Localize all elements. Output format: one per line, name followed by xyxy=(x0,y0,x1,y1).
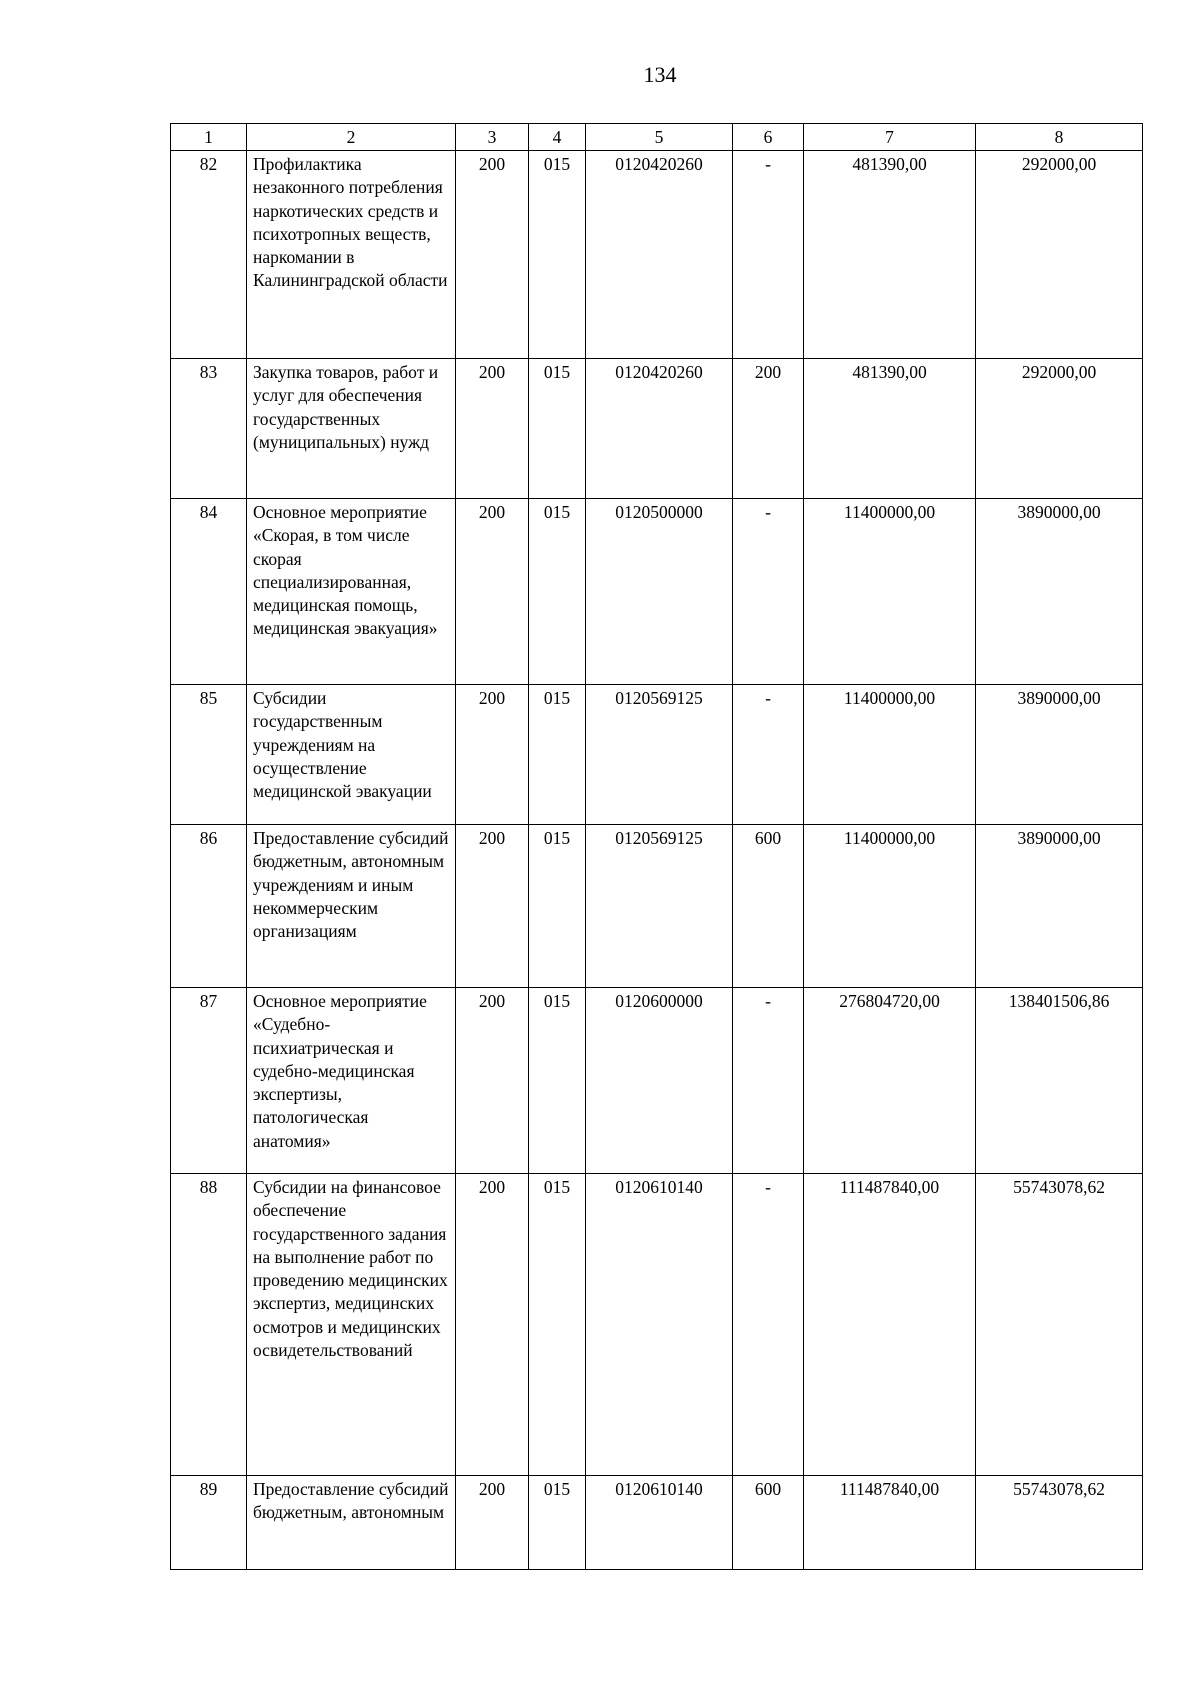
header-cell: 8 xyxy=(976,124,1143,151)
row-col4: 015 xyxy=(529,988,586,1174)
row-col8: 292000,00 xyxy=(976,151,1143,359)
row-col4: 015 xyxy=(529,359,586,499)
row-col3: 200 xyxy=(456,151,529,359)
header-cell: 1 xyxy=(171,124,247,151)
row-col4: 015 xyxy=(529,825,586,988)
row-number: 89 xyxy=(171,1476,247,1570)
row-col6: 200 xyxy=(733,359,804,499)
budget-table xyxy=(170,123,1143,1570)
row-col8: 55743078,62 xyxy=(976,1174,1143,1476)
row-col7: 481390,00 xyxy=(804,151,976,359)
row-col5: 0120420260 xyxy=(586,359,733,499)
header-cell: 5 xyxy=(586,124,733,151)
row-col8: 138401506,86 xyxy=(976,988,1143,1174)
row-number: 83 xyxy=(171,359,247,499)
row-col6: 600 xyxy=(733,1476,804,1570)
row-col5: 0120610140 xyxy=(586,1476,733,1570)
row-name: Субсидии государственным учреждениям на осуществление медицинской эвакуации xyxy=(247,685,456,825)
header-cell: 2 xyxy=(247,124,456,151)
header-cell: 7 xyxy=(804,124,976,151)
row-col7: 11400000,00 xyxy=(804,499,976,685)
row-col3: 200 xyxy=(456,1174,529,1476)
row-number: 84 xyxy=(171,499,247,685)
row-col3: 200 xyxy=(456,499,529,685)
table-row xyxy=(171,499,1143,685)
row-col5: 0120610140 xyxy=(586,1174,733,1476)
row-name: Предоставление субсидий бюджетным, автономным учреждениям и иным некоммерческим организациям xyxy=(247,825,456,988)
row-col7: 481390,00 xyxy=(804,359,976,499)
row-col4: 015 xyxy=(529,685,586,825)
header-row xyxy=(171,124,1143,151)
row-col8: 3890000,00 xyxy=(976,825,1143,988)
row-col5: 0120420260 xyxy=(586,151,733,359)
table-row xyxy=(171,1476,1143,1570)
row-col5: 0120569125 xyxy=(586,825,733,988)
row-number: 82 xyxy=(171,151,247,359)
row-col6: - xyxy=(733,499,804,685)
header-cell: 4 xyxy=(529,124,586,151)
row-name: Основное мероприятие «Скорая, в том числе скорая специализированная, медицинская помощь, медицинская эвакуация» xyxy=(247,499,456,685)
row-col6: - xyxy=(733,685,804,825)
row-col7: 111487840,00 xyxy=(804,1174,976,1476)
row-col7: 11400000,00 xyxy=(804,825,976,988)
row-col3: 200 xyxy=(456,685,529,825)
row-number: 85 xyxy=(171,685,247,825)
row-col5: 0120600000 xyxy=(586,988,733,1174)
header-cell: 3 xyxy=(456,124,529,151)
table-row xyxy=(171,825,1143,988)
row-col8: 292000,00 xyxy=(976,359,1143,499)
row-col4: 015 xyxy=(529,1174,586,1476)
table-row xyxy=(171,151,1143,359)
row-name: Профилактика незаконного потребления наркотических средств и психотропных веществ, наркомании в Калининградской области xyxy=(247,151,456,359)
page-number: 134 xyxy=(643,62,677,87)
row-col5: 0120500000 xyxy=(586,499,733,685)
row-col3: 200 xyxy=(456,825,529,988)
row-col6: - xyxy=(733,151,804,359)
row-name: Основное мероприятие «Судебно-психиатрическая и судебно-медицинская экспертизы, патологическая анатомия» xyxy=(247,988,456,1174)
row-col6: - xyxy=(733,988,804,1174)
row-col4: 015 xyxy=(529,151,586,359)
table-row xyxy=(171,1174,1143,1476)
row-number: 87 xyxy=(171,988,247,1174)
row-name: Предоставление субсидий бюджетным, автономным xyxy=(247,1476,456,1570)
row-col8: 3890000,00 xyxy=(976,499,1143,685)
row-col7: 11400000,00 xyxy=(804,685,976,825)
row-col3: 200 xyxy=(456,1476,529,1570)
row-col5: 0120569125 xyxy=(586,685,733,825)
row-col6: - xyxy=(733,1174,804,1476)
row-col3: 200 xyxy=(456,988,529,1174)
row-name: Субсидии на финансовое обеспечение государственного задания на выполнение работ по проведению медицинских экспертиз, медицинских осмотров и медицинских освидетельствований xyxy=(247,1174,456,1476)
row-col4: 015 xyxy=(529,1476,586,1570)
table-row xyxy=(171,359,1143,499)
header-cell: 6 xyxy=(733,124,804,151)
row-col4: 015 xyxy=(529,499,586,685)
row-col8: 3890000,00 xyxy=(976,685,1143,825)
table-row xyxy=(171,988,1143,1174)
row-col8: 55743078,62 xyxy=(976,1476,1143,1570)
row-col3: 200 xyxy=(456,359,529,499)
table-row xyxy=(171,685,1143,825)
row-name: Закупка товаров, работ и услуг для обеспечения государственных (муниципальных) нужд xyxy=(247,359,456,499)
row-col7: 111487840,00 xyxy=(804,1476,976,1570)
row-col7: 276804720,00 xyxy=(804,988,976,1174)
row-col6: 600 xyxy=(733,825,804,988)
row-number: 88 xyxy=(171,1174,247,1476)
row-number: 86 xyxy=(171,825,247,988)
